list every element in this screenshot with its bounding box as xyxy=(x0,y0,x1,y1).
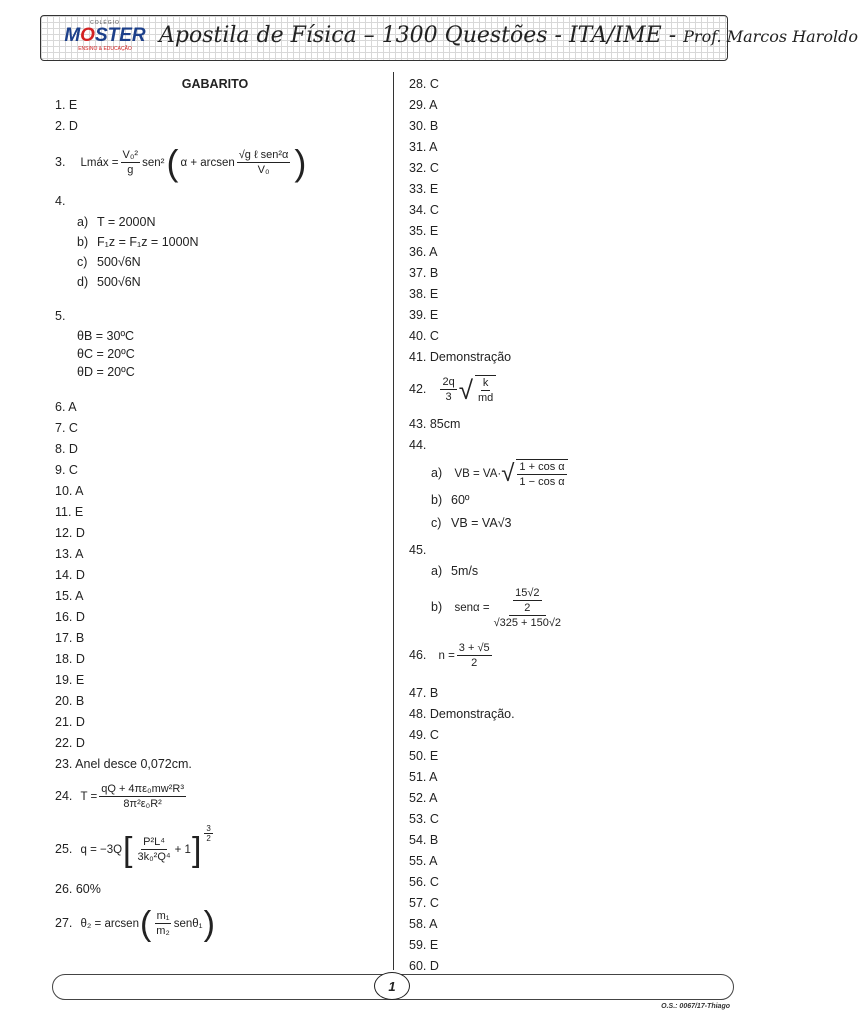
answer-44c-value: VB = VA√3 xyxy=(451,516,512,530)
answer-1: 1. E xyxy=(55,98,78,112)
answer-42-number: 42. xyxy=(409,382,427,396)
q25-frac xyxy=(136,835,173,864)
answer-4c-value: 500√6N xyxy=(97,255,141,269)
q25-frac-den: 3k₀²Q⁴ xyxy=(137,851,171,864)
answer-44c-label: c) xyxy=(431,516,442,530)
answer-28: 28. C xyxy=(409,77,439,91)
answer-45b xyxy=(409,581,739,633)
answer-44a-formula xyxy=(454,457,569,491)
answer-39: 39. E xyxy=(409,308,439,322)
answer-55: 55. A xyxy=(409,854,438,868)
answer-4b xyxy=(55,232,385,252)
q24-lhs: T = xyxy=(80,790,98,803)
q3-frac-1 xyxy=(121,148,141,177)
answer-27 xyxy=(55,900,385,946)
q44a-frac-num: 1 + cos α xyxy=(519,460,565,473)
answer-29: 29. A xyxy=(409,98,438,112)
q3-mid: sen² xyxy=(142,156,165,169)
answer-13: 13. A xyxy=(55,547,84,561)
q42-sqrt-den: md xyxy=(478,391,494,404)
q46-frac xyxy=(457,641,492,670)
q3-lhs: Lmáx = xyxy=(80,156,119,169)
answer-4a-label: a) xyxy=(77,215,89,229)
q25-frac-num: P²L⁴ xyxy=(143,836,165,849)
answer-44-number: 44. xyxy=(409,438,427,452)
header-author: Prof. Marcos Haroldo xyxy=(683,27,858,46)
q3-frac-1-den: g xyxy=(127,164,134,177)
answer-38: 38. E xyxy=(409,287,439,301)
answer-30: 30. B xyxy=(409,119,439,133)
right-column xyxy=(409,74,739,977)
answer-34: 34. C xyxy=(409,203,439,217)
answer-44b-label: b) xyxy=(431,493,443,507)
q42-sqrt-num: k xyxy=(482,376,489,389)
answer-4b-label: b) xyxy=(77,235,89,249)
answer-54: 54. B xyxy=(409,833,439,847)
q27-left-paren: ( xyxy=(139,904,152,943)
logo-tagline: ENSINO & EDUCAÇÃO xyxy=(78,46,132,52)
q45b-inner-frac xyxy=(513,586,541,615)
answer-5-line-1: θB = 30ºC xyxy=(77,329,135,343)
q44a-frac-den: 1 − cos α xyxy=(519,475,565,488)
answer-24-formula xyxy=(80,776,188,818)
answer-46-formula xyxy=(438,636,493,676)
answer-key-heading: GABARITO xyxy=(181,77,249,91)
q44a-sqrt: √ xyxy=(501,459,515,487)
answer-4c-label: c) xyxy=(77,255,88,269)
answer-5-line-3: θD = 20ºC xyxy=(77,365,135,379)
q42-sqrt-frac xyxy=(475,375,496,405)
answer-22: 22. D xyxy=(55,736,85,750)
answer-4d-value: 500√6N xyxy=(97,275,141,289)
answer-40: 40. C xyxy=(409,329,439,343)
answer-41: 41. Demonstração xyxy=(409,350,512,364)
answer-50: 50. E xyxy=(409,749,439,763)
answer-25-formula xyxy=(80,822,214,878)
answer-49: 49. C xyxy=(409,728,439,742)
answer-5-line-2: θC = 20ºC xyxy=(77,347,135,361)
answer-25-number: 25. xyxy=(55,842,73,856)
q24-frac xyxy=(99,782,186,811)
answer-45b-formula xyxy=(454,582,565,634)
answer-20: 20. B xyxy=(55,694,85,708)
q42-frac-num: 2q xyxy=(442,376,455,389)
answer-16: 16. D xyxy=(55,610,85,624)
answer-4-number: 4. xyxy=(55,194,66,208)
answer-46 xyxy=(409,635,739,675)
q45b-lhs: senα = xyxy=(454,601,490,614)
answer-17: 17. B xyxy=(55,631,85,645)
answer-37: 37. B xyxy=(409,266,439,280)
answer-25 xyxy=(55,821,385,877)
q27-tail: senθ₁ xyxy=(173,917,203,930)
answer-35: 35. E xyxy=(409,224,439,238)
q42-frac xyxy=(440,375,456,404)
answer-10: 10. A xyxy=(55,484,84,498)
answer-45a-value: 5m/s xyxy=(451,564,479,578)
q25-lhs: q = −3Q xyxy=(80,843,123,856)
answer-5-number: 5. xyxy=(55,309,66,323)
q27-frac xyxy=(154,909,171,938)
answer-42-formula xyxy=(438,369,498,411)
page-header xyxy=(40,15,858,61)
answer-4b-value: F₁z = F₁z = 1000N xyxy=(97,235,199,249)
answer-19: 19. E xyxy=(55,673,85,687)
answer-4d-label: d) xyxy=(77,275,89,289)
q3-alpha: α + arcsen xyxy=(180,156,235,169)
answer-45-number: 45. xyxy=(409,543,427,557)
answer-9: 9. C xyxy=(55,463,78,477)
q3-frac-2-num: √g ℓ sen²α xyxy=(238,149,289,162)
q46-lhs: n = xyxy=(438,649,455,662)
answer-53: 53. C xyxy=(409,812,439,826)
logo-brand xyxy=(63,26,147,46)
q27-frac-den: m₂ xyxy=(156,925,170,938)
answer-44a-label: a) xyxy=(431,466,443,480)
answer-4c xyxy=(55,252,385,272)
answer-47: 47. B xyxy=(409,686,439,700)
q25-exponent xyxy=(204,824,212,843)
answer-44b-value: 60º xyxy=(451,493,470,507)
answer-56: 56. C xyxy=(409,875,439,889)
logo-brand-m: M xyxy=(64,25,81,46)
q24-frac-num: qQ + 4πε₀mw²R³ xyxy=(101,783,184,796)
answer-15: 15. A xyxy=(55,589,84,603)
q45b-frac xyxy=(492,586,563,630)
q45b-inner-den: 2 xyxy=(524,601,531,614)
logo-brand-o: O xyxy=(80,25,95,46)
answer-3-formula xyxy=(80,138,306,188)
answer-6: 6. A xyxy=(55,400,77,414)
q25-exponent-num: 3 xyxy=(206,823,211,833)
q3-left-paren: ( xyxy=(166,141,179,183)
answer-42 xyxy=(409,368,739,410)
answer-4a xyxy=(55,212,385,232)
answer-23: 23. Anel desce 0,072cm. xyxy=(55,757,192,771)
answer-11: 11. E xyxy=(55,505,84,519)
answer-59: 59. E xyxy=(409,938,439,952)
answer-2: 2. D xyxy=(55,119,78,133)
q27-right-paren: ) xyxy=(203,904,215,943)
q25-plus-one: + 1 xyxy=(174,843,191,856)
answer-4d xyxy=(55,272,385,292)
answer-45a xyxy=(409,561,739,581)
answer-21: 21. D xyxy=(55,715,85,729)
answer-14: 14. D xyxy=(55,568,85,582)
answer-7: 7. C xyxy=(55,421,78,435)
q44a-lhs: VB = VA· xyxy=(454,467,502,480)
os-code: O.S.: 0067/17-Thiago xyxy=(661,1003,730,1010)
q46-frac-num: 3 + √5 xyxy=(458,642,490,655)
answer-3 xyxy=(55,137,385,187)
q46-frac-den: 2 xyxy=(471,657,478,670)
logo-small-text: COLÉGIO xyxy=(90,20,120,26)
q3-frac-2-den: V₀ xyxy=(257,164,270,177)
q3-right-paren: ) xyxy=(294,141,307,183)
answer-46-number: 46. xyxy=(409,648,427,662)
q45b-frac-num xyxy=(509,586,545,616)
answer-48: 48. Demonstração. xyxy=(409,707,515,721)
q42-sqrt: √ xyxy=(458,374,474,405)
column-divider xyxy=(393,72,394,970)
answer-36: 36. A xyxy=(409,245,438,259)
answer-45b-label: b) xyxy=(431,600,443,614)
q3-frac-1-num: V₀² xyxy=(122,149,139,162)
q27-frac-num: m₁ xyxy=(156,910,170,923)
q25-right-bracket: ] xyxy=(191,830,202,869)
q44a-frac xyxy=(516,459,567,489)
answer-32: 32. C xyxy=(409,161,439,175)
q45b-frac-den: √325 + 150√2 xyxy=(493,616,562,629)
answer-26: 26. 60% xyxy=(55,882,101,896)
q24-frac-den: 8π²ε₀R² xyxy=(123,798,162,811)
q27-lhs: θ₂ = arcsen xyxy=(80,917,139,930)
answer-60: 60. D xyxy=(409,959,439,973)
answer-43: 43. 85cm xyxy=(409,417,461,431)
header-title-line xyxy=(159,23,858,48)
q45b-inner-num: 15√2 xyxy=(515,586,540,599)
answer-33: 33. E xyxy=(409,182,439,196)
answer-45a-label: a) xyxy=(431,564,443,578)
q25-exponent-den: 2 xyxy=(206,833,211,843)
answer-44a xyxy=(409,456,739,490)
answer-51: 51. A xyxy=(409,770,438,784)
answer-27-formula xyxy=(80,901,214,947)
answer-27-number: 27. xyxy=(55,916,73,930)
q42-frac-den: 3 xyxy=(445,391,452,404)
q3-frac-2 xyxy=(237,148,291,177)
answer-31: 31. A xyxy=(409,140,438,154)
answer-8: 8. D xyxy=(55,442,78,456)
answer-44c xyxy=(409,510,739,536)
left-column xyxy=(55,74,385,946)
page-number: 1 xyxy=(374,972,410,1000)
answer-24-number: 24. xyxy=(55,789,73,803)
logo-brand-rest: STER xyxy=(94,25,146,46)
answer-44b xyxy=(409,490,739,510)
answer-18: 18. D xyxy=(55,652,85,666)
answer-12: 12. D xyxy=(55,526,85,540)
answer-24 xyxy=(55,775,385,817)
answer-58: 58. A xyxy=(409,917,438,931)
answer-3-number: 3. xyxy=(55,155,66,169)
answer-4a-value: T = 2000N xyxy=(97,215,156,229)
q25-left-bracket: [ xyxy=(123,830,133,869)
header-title: Apostila de Física – 1300 Questões - ITA/IME - xyxy=(159,23,677,48)
answer-52: 52. A xyxy=(409,791,438,805)
school-logo xyxy=(63,20,147,58)
answer-57: 57. C xyxy=(409,896,439,910)
